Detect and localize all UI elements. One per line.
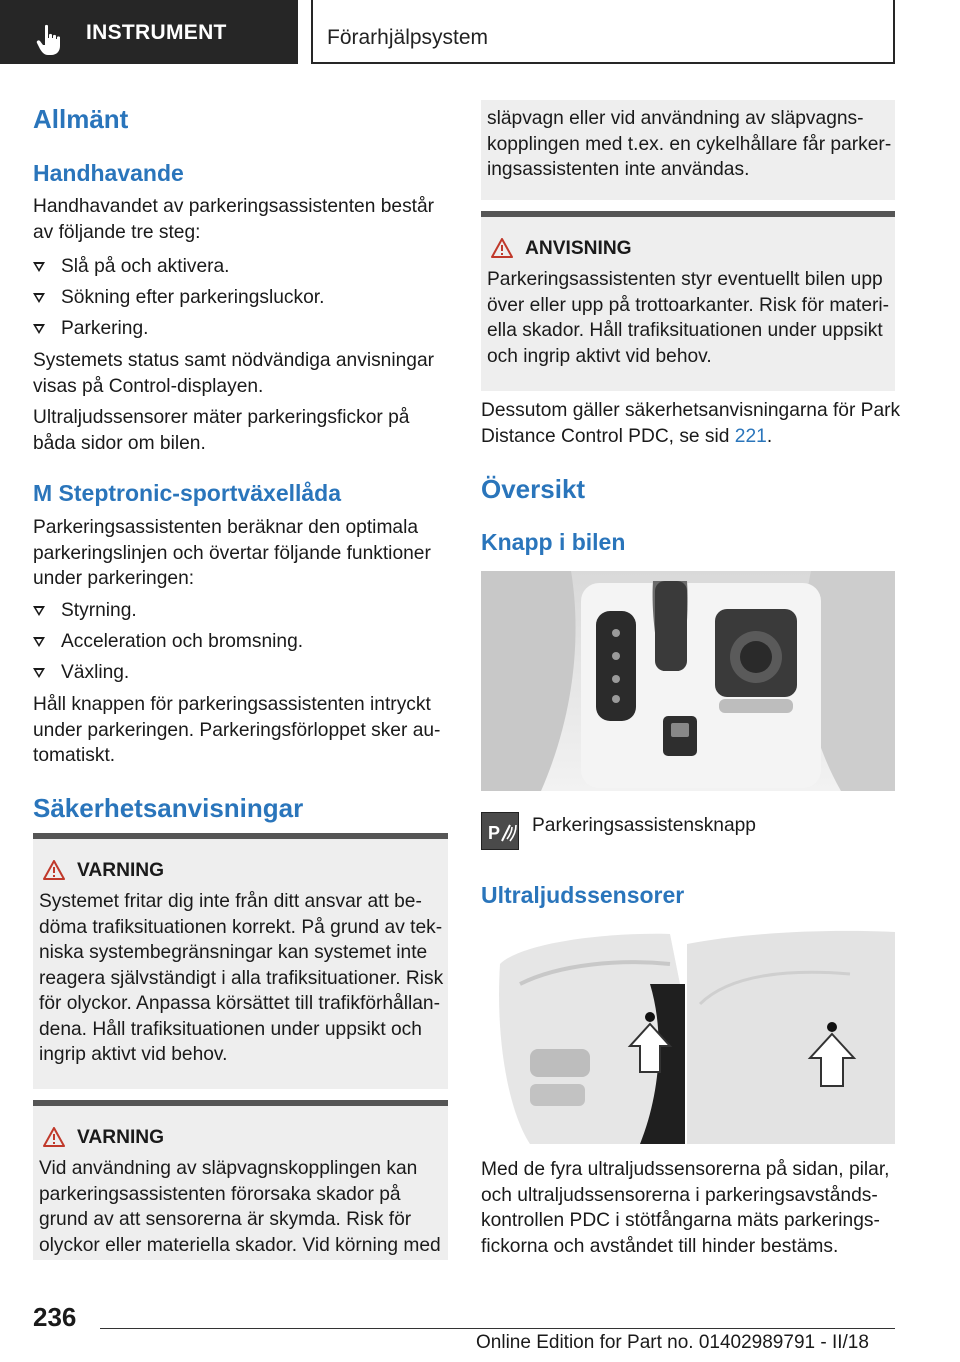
warning-triangle-icon [43, 1127, 65, 1147]
heading-handhavande: Handhavande [33, 160, 184, 186]
button-caption: Parkeringsassistensknapp [532, 815, 756, 836]
heading-steptronic: M Steptronic-sportväxellåda [33, 480, 342, 506]
list-item [33, 254, 448, 279]
text-line: grund av att sensorerna är skymda. Risk för [39, 1209, 412, 1230]
paragraph-ultraljud [33, 405, 409, 456]
text-span: . [766, 425, 773, 447]
text-line: Handhavandet av parkeringsassistenten består [33, 196, 435, 217]
text-line: Parkeringsassistenten styr eventuellt bilen upp [487, 269, 883, 290]
bullet-triangle-icon [33, 262, 45, 272]
car-sensor-illustration [490, 924, 895, 1144]
text-line: ingsassistenten inte användas. [487, 159, 750, 180]
text-line: Parkeringsassistenten beräknar den optimala [33, 517, 419, 538]
warning-text [487, 106, 891, 183]
bullet-triangle-icon [33, 293, 45, 303]
list-item-text: Sökning efter parkeringsluckor. [61, 287, 325, 308]
text-line: för olyckor. Anpassa körsättet till trafikförhållan- [39, 993, 440, 1014]
text-line: av följande tre steg: [33, 221, 201, 243]
text-line: döma trafiksituationen korrekt. På grund av tek- [39, 916, 443, 938]
warning-box-continued [481, 100, 895, 200]
list-item [33, 285, 448, 310]
chapter-label: Förarhjälpsystem [327, 26, 489, 49]
text-line: båda sidor om bilen. [33, 432, 206, 454]
parking-assistant-icon [482, 813, 520, 851]
text-line: ingrip aktivt vid behov. [39, 1044, 228, 1065]
heading-knapp-i-bilen: Knapp i bilen [481, 529, 626, 555]
list-item [33, 629, 448, 654]
text-line: visas på Control-displayen. [33, 375, 264, 397]
text-line: niska systembegränsningar kan systemet inte [39, 942, 428, 963]
list-item-text: Växling. [61, 662, 130, 683]
text-line: Systemet fritar dig inte från ditt ansvar att be- [39, 891, 422, 912]
section-tab[interactable] [0, 0, 298, 64]
bullet-triangle-icon [33, 668, 45, 678]
warning-text [39, 1156, 441, 1258]
text-line: Håll knappen för parkeringsassistenten intryckt [33, 694, 431, 715]
center-console-image [481, 571, 895, 791]
paragraph-steptronic [33, 515, 431, 592]
text-line: Dessutom gäller säkerhetsanvisningarna för Park [481, 400, 901, 421]
text-line: tomatiskt. [33, 745, 116, 766]
list-item [33, 660, 448, 685]
text-line: över eller upp på trottoarkanter. Risk för materi- [487, 294, 890, 316]
text-line: släpvagn eller vid användning av släpvagns- [487, 108, 864, 129]
center-console-illustration [481, 571, 895, 791]
text-line: Ultraljudssensorer mäter parkeringsfickor på [33, 407, 410, 428]
text-line: ella skador. Håll trafiksituationen under uppsikt [487, 320, 883, 341]
paragraph-status [33, 348, 434, 399]
paragraph-handhavande [33, 194, 434, 245]
heading-sakerhetsanvisningar: Säkerhetsanvisningar [33, 793, 304, 823]
text-line: parkeringslinjen och övertar följande funktioner [33, 542, 431, 564]
text-line: olyckor eller materiella skador. Vid körning med [39, 1234, 441, 1256]
text-line: dena. Håll trafiksituationen under uppsikt och [39, 1018, 422, 1040]
text-line: parkeringsassistenten förorsaka skador på [39, 1183, 401, 1205]
edition-note: Online Edition for Part no. 01402989791 - II/18 [476, 1332, 869, 1353]
bullet-triangle-icon [33, 606, 45, 616]
text-line: fickorna och avståndet till hinder bestäms. [481, 1235, 839, 1257]
text-line: och ingrip aktivt vid behov. [487, 345, 712, 367]
heading-ultraljudssensorer: Ultraljudssensorer [481, 882, 685, 908]
svg-text:P: P [488, 823, 501, 843]
text-line: under parkeringen: [33, 568, 195, 589]
paragraph-med-de-fyra [481, 1157, 890, 1259]
list-item-text: Styrning. [61, 600, 137, 621]
sensor-location-image [490, 924, 895, 1144]
warning-box [33, 833, 448, 1089]
text-line: under parkeringen. Parkeringsförloppet sker au- [33, 719, 441, 741]
page-reference-link[interactable]: 221 [734, 425, 767, 447]
page-number: 236 [33, 1302, 77, 1332]
hand-pointer-icon [36, 24, 66, 56]
bullet-triangle-icon [33, 637, 45, 647]
list-item [33, 598, 448, 623]
paragraph-dessutom [481, 398, 900, 449]
warning-title: VARNING [77, 1127, 165, 1148]
list-item-text: Parkering. [61, 318, 149, 339]
list-item-text: Slå på och aktivera. [61, 256, 230, 277]
bullet-triangle-icon [33, 324, 45, 334]
notice-text [487, 267, 889, 369]
text-line: kopplingen med t.ex. en cykelhållare får parker- [487, 133, 892, 155]
chapter-tab[interactable] [311, 0, 895, 64]
footer-divider [100, 1328, 895, 1329]
paragraph-hall-knappen [33, 692, 440, 769]
text-line: kontrollen PDC i stötfångarna mäts parkerings- [481, 1210, 880, 1231]
warning-text [39, 889, 443, 1068]
warning-title: VARNING [77, 860, 165, 881]
text-line: Vid användning av släpvagnskopplingen kan [39, 1158, 418, 1179]
text-line [481, 424, 900, 450]
text-span: Distance Control PDC, se sid [481, 425, 735, 447]
notice-box [481, 211, 895, 391]
text-line: Med de fyra ultraljudssensorerna på sidan, pilar, [481, 1159, 890, 1180]
warning-triangle-icon [491, 238, 513, 258]
warning-triangle-icon [43, 860, 65, 880]
text-line: Systemets status samt nödvändiga anvisningar [33, 350, 435, 371]
notice-title: ANVISNING [525, 238, 632, 259]
text-line: reagera självständigt i alla trafiksituationer. Risk [39, 967, 444, 989]
text-line: och ultraljudssensorerna i parkeringsavstånds- [481, 1184, 878, 1206]
list-item-text: Acceleration och bromsning. [61, 631, 304, 652]
heading-oversikt: Översikt [481, 474, 586, 504]
list-item [33, 316, 448, 341]
section-label: INSTRUMENT [86, 21, 227, 44]
heading-allmant: Allmänt [33, 104, 129, 134]
warning-box [33, 1100, 448, 1260]
parking-assistant-button-icon [481, 812, 519, 850]
